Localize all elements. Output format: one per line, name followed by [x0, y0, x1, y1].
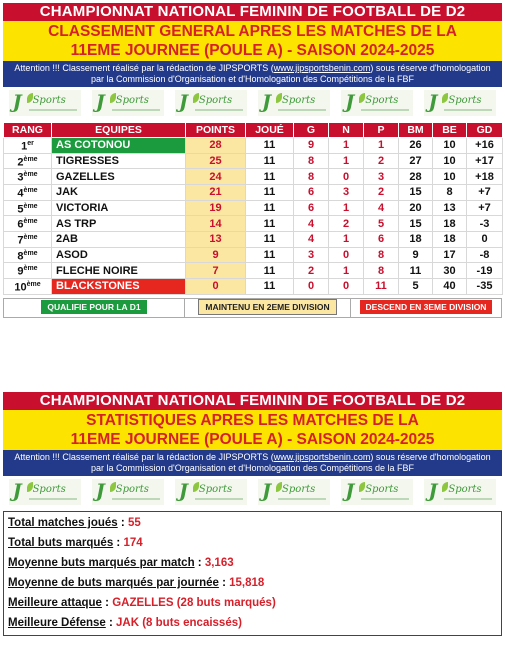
played-cell: 11 [246, 263, 294, 279]
goals-for-cell: 9 [399, 247, 433, 263]
rank-number: 6 [17, 218, 24, 231]
losses-cell: 5 [364, 216, 399, 232]
goal-difference-cell: -3 [467, 216, 503, 232]
jipsports-logo [424, 479, 496, 505]
rank-suffix: ème [26, 280, 41, 288]
losses-cell: 2 [364, 184, 399, 200]
rank-suffix: ème [23, 202, 38, 210]
notice-text-post: ) sous réserve d'homologation par la Commission d'Organisation et d'Homologation des Compétitions de la FBF [90, 63, 491, 84]
column-header: N [329, 123, 364, 138]
column-header: POINTS [186, 123, 246, 138]
logo-mark: J [12, 91, 22, 113]
logo-tagline-bar [195, 109, 243, 111]
logo-mark: J [345, 91, 355, 113]
table-row [4, 263, 503, 279]
draws-cell: 0 [329, 247, 364, 263]
column-header: EQUIPES [52, 123, 186, 138]
standings-panel [3, 3, 502, 318]
goals-for-cell: 15 [399, 216, 433, 232]
rank-number: 2 [17, 156, 24, 169]
rank-cell [4, 153, 52, 169]
losses-cell: 6 [364, 231, 399, 247]
goals-for-cell: 18 [399, 231, 433, 247]
draws-cell: 1 [329, 263, 364, 279]
sponsor-logo-strip [3, 87, 502, 119]
stat-label: Meilleure Défense [8, 617, 106, 629]
sponsor-logo-strip-2 [3, 476, 502, 508]
logo-mark: J [262, 480, 272, 502]
draws-cell: 1 [329, 153, 364, 169]
goal-difference-cell: 0 [467, 231, 503, 247]
logo-mark: J [262, 91, 272, 113]
disclaimer-notice-2 [3, 450, 502, 476]
logo-wordmark: Sports [282, 95, 316, 106]
wins-cell: 0 [294, 278, 329, 294]
rank-cell [4, 200, 52, 216]
played-cell: 11 [246, 278, 294, 294]
logo-tagline-bar [361, 109, 409, 111]
rank-cell [4, 278, 52, 294]
rank-cell [4, 138, 52, 154]
team-cell: FLECHE NOIRE [52, 263, 186, 279]
stat-row: Meilleure Défense : JAK (8 buts encaissés) [8, 617, 242, 629]
team-cell: 2AB [52, 231, 186, 247]
rank-suffix: ème [23, 265, 38, 273]
points-cell: 24 [186, 169, 246, 185]
logo-tagline-bar [278, 498, 326, 500]
column-header: GD [467, 123, 503, 138]
played-cell: 11 [246, 231, 294, 247]
rank-suffix: ème [23, 249, 38, 257]
logo-wordmark: Sports [32, 484, 66, 495]
rank-number: 9 [17, 265, 24, 278]
stat-row: Meilleure attaque : GAZELLES (28 buts marqués) [8, 597, 276, 609]
points-cell: 9 [186, 247, 246, 263]
rank-cell [4, 216, 52, 232]
goals-against-cell: 18 [433, 216, 467, 232]
legend [3, 298, 502, 318]
jipsports-logo [9, 90, 81, 116]
goal-difference-cell: +18 [467, 169, 503, 185]
notice-text-post-2: ) sous réserve d'homologation par la Commission d'Organisation et d'Homologation des Compétitions de la FBF [90, 452, 491, 473]
logo-mark: J [178, 480, 188, 502]
logo-wordmark: Sports [282, 484, 316, 495]
draws-cell: 1 [329, 138, 364, 154]
jipsports-logo [92, 479, 164, 505]
logo-tagline-bar [29, 498, 77, 500]
losses-cell: 8 [364, 263, 399, 279]
goal-difference-cell: +17 [467, 153, 503, 169]
points-cell: 7 [186, 263, 246, 279]
wins-cell: 6 [294, 184, 329, 200]
logo-tagline-bar [112, 498, 160, 500]
stat-value: JAK (8 buts encaissés) [116, 617, 242, 629]
goals-against-cell: 8 [433, 184, 467, 200]
team-cell: GAZELLES [52, 169, 186, 185]
stat-value: 174 [123, 537, 143, 549]
team-cell: JAK [52, 184, 186, 200]
goals-against-cell: 17 [433, 247, 467, 263]
stat-value: GAZELLES (28 buts marqués) [112, 597, 276, 609]
jipsports-logo [424, 90, 496, 116]
points-cell: 19 [186, 200, 246, 216]
stats-subtitle-line-1: STATISTIQUES APRES LES MATCHES DE LA [86, 412, 419, 429]
goals-against-cell: 10 [433, 153, 467, 169]
team-cell: BLACKSTONES [52, 278, 186, 294]
team-cell: VICTORIA [52, 200, 186, 216]
table-row [4, 278, 503, 294]
legend-relegate [351, 299, 501, 317]
rank-cell [4, 247, 52, 263]
championship-title-2: CHAMPIONNAT NATIONAL FEMININ DE FOOTBALL DE D2 [3, 392, 502, 410]
stat-label: Moyenne buts marqués par match [8, 557, 195, 569]
website-link-2[interactable]: www.jipsportsbenin.com [273, 452, 371, 462]
logo-wordmark: Sports [198, 484, 233, 495]
stat-value: 15,818 [229, 577, 265, 589]
goals-for-cell: 15 [399, 184, 433, 200]
rank-number: 4 [17, 187, 24, 200]
website-link[interactable]: www.jipsportsbenin.com [273, 63, 371, 73]
logo-tagline-bar [444, 498, 492, 500]
logo-wordmark: Sports [448, 95, 482, 106]
losses-cell: 3 [364, 169, 399, 185]
logo-wordmark: Sports [448, 484, 482, 495]
rank-cell [4, 263, 52, 279]
draws-cell: 0 [329, 278, 364, 294]
rank-cell [4, 231, 52, 247]
played-cell: 11 [246, 184, 294, 200]
wins-cell: 4 [294, 216, 329, 232]
rank-cell [4, 184, 52, 200]
team-cell: AS COTONOU [52, 138, 186, 154]
rank-suffix: ème [23, 218, 38, 226]
goals-against-cell: 40 [433, 278, 467, 294]
logo-wordmark: Sports [365, 484, 399, 495]
column-header: BM [399, 123, 433, 138]
goals-against-cell: 18 [433, 231, 467, 247]
losses-cell: 2 [364, 153, 399, 169]
column-header: BE [433, 123, 467, 138]
jipsports-logo [92, 90, 164, 116]
rank-number: 7 [17, 234, 24, 247]
jipsports-logo [9, 479, 81, 505]
table-header-row [4, 123, 503, 138]
logo-tagline-bar [361, 498, 409, 500]
statistics-panel [3, 392, 502, 636]
draws-cell: 1 [329, 200, 364, 216]
rank-number: 1 [21, 140, 28, 153]
losses-cell: 11 [364, 278, 399, 294]
table-row [4, 138, 503, 154]
logo-mark: J [178, 91, 188, 113]
logo-wordmark: Sports [115, 95, 149, 106]
losses-cell: 1 [364, 138, 399, 154]
logo-mark: J [345, 480, 355, 502]
played-cell: 11 [246, 216, 294, 232]
stat-value: 55 [127, 517, 141, 529]
rank-number: 10 [14, 281, 27, 294]
goal-difference-cell: -19 [467, 263, 503, 279]
draws-cell: 2 [329, 216, 364, 232]
statistics-subtitle [3, 410, 502, 450]
stat-label: Total matches joués [8, 517, 118, 529]
played-cell: 11 [246, 247, 294, 263]
rank-suffix: ème [23, 186, 38, 194]
team-cell: ASOD [52, 247, 186, 263]
table-row [4, 153, 503, 169]
table-row [4, 184, 503, 200]
notice-text-pre: Attention !!! Classement réalisé par la rédaction de JIPSPORTS ( [14, 63, 274, 73]
wins-cell: 8 [294, 169, 329, 185]
legend-qualify-label: QUALIFIE POUR LA D1 [41, 300, 146, 314]
subtitle-line-2: 11EME JOURNEE (POULE A) - SAISON 2024-2025 [70, 42, 435, 59]
legend-qualify [4, 299, 185, 317]
goals-against-cell: 30 [433, 263, 467, 279]
table-row [4, 247, 503, 263]
rank-suffix: er [27, 140, 34, 147]
jipsports-logo [341, 90, 413, 116]
rank-number: 5 [17, 203, 24, 216]
draws-cell: 0 [329, 169, 364, 185]
logo-tagline-bar [195, 498, 243, 500]
draws-cell: 3 [329, 184, 364, 200]
stat-row: Moyenne buts marqués par match : 3,163 [8, 557, 234, 569]
goal-difference-cell: +7 [467, 184, 503, 200]
stat-row: Moyenne de buts marqués par journée : 15,818 [8, 577, 265, 589]
jipsports-logo [175, 90, 247, 116]
column-header: P [364, 123, 399, 138]
losses-cell: 8 [364, 247, 399, 263]
stat-row: Total matches joués : 55 [8, 517, 141, 529]
logo-mark: J [428, 91, 438, 113]
logo-tagline-bar [29, 109, 77, 111]
legend-relegate-label: DESCEND EN 3EME DIVISION [360, 300, 493, 314]
table-row [4, 231, 503, 247]
notice-text-pre-2: Attention !!! Classement réalisé par la rédaction de JIPSPORTS ( [14, 452, 274, 462]
points-cell: 14 [186, 216, 246, 232]
goals-for-cell: 20 [399, 200, 433, 216]
wins-cell: 2 [294, 263, 329, 279]
logo-mark: J [95, 480, 105, 502]
table-row [4, 216, 503, 232]
played-cell: 11 [246, 200, 294, 216]
team-cell: AS TRP [52, 216, 186, 232]
goal-difference-cell: -8 [467, 247, 503, 263]
logo-wordmark: Sports [198, 95, 233, 106]
goal-difference-cell: -35 [467, 278, 503, 294]
team-cell: TIGRESSES [52, 153, 186, 169]
logo-tagline-bar [112, 109, 160, 111]
rank-suffix: ème [23, 171, 38, 179]
goals-against-cell: 10 [433, 138, 467, 154]
subtitle-line-1: CLASSEMENT GENERAL APRES LES MATCHES DE LA [48, 23, 457, 40]
logo-mark: J [12, 480, 22, 502]
logo-wordmark: Sports [32, 95, 66, 106]
table-row [4, 169, 503, 185]
logo-wordmark: Sports [115, 484, 149, 495]
played-cell: 11 [246, 138, 294, 154]
legend-maintain [185, 299, 351, 317]
jipsports-logo [258, 479, 330, 505]
jipsports-logo [175, 479, 247, 505]
rank-number: 8 [17, 250, 24, 263]
played-cell: 11 [246, 169, 294, 185]
logo-tagline-bar [444, 109, 492, 111]
championship-title: CHAMPIONNAT NATIONAL FEMININ DE FOOTBALL DE D2 [3, 3, 502, 21]
logo-mark: J [428, 480, 438, 502]
standings-subtitle [3, 21, 502, 61]
stat-label: Meilleure attaque [8, 597, 102, 609]
wins-cell: 3 [294, 247, 329, 263]
stat-row: Total buts marqués : 174 [8, 537, 143, 549]
points-cell: 13 [186, 231, 246, 247]
logo-mark: J [95, 91, 105, 113]
goals-against-cell: 10 [433, 169, 467, 185]
rank-number: 3 [17, 171, 24, 184]
goals-for-cell: 26 [399, 138, 433, 154]
table-row [4, 200, 503, 216]
goals-for-cell: 5 [399, 278, 433, 294]
column-header: RANG [4, 123, 52, 138]
stat-value: 3,163 [204, 557, 234, 569]
points-cell: 28 [186, 138, 246, 154]
statistics-list [3, 511, 502, 636]
stat-label: Moyenne de buts marqués par journée [8, 577, 219, 589]
jipsports-logo [341, 479, 413, 505]
legend-maintain-label: MAINTENU EN 2EME DIVISION [198, 299, 336, 315]
losses-cell: 4 [364, 200, 399, 216]
goals-against-cell: 13 [433, 200, 467, 216]
logo-wordmark: Sports [365, 95, 399, 106]
rank-suffix: ème [23, 155, 38, 163]
wins-cell: 4 [294, 231, 329, 247]
stat-label: Total buts marqués [8, 537, 114, 549]
stats-subtitle-line-2: 11EME JOURNEE (POULE A) - SAISON 2024-2025 [70, 431, 435, 448]
wins-cell: 9 [294, 138, 329, 154]
wins-cell: 6 [294, 200, 329, 216]
column-header: G [294, 123, 329, 138]
points-cell: 21 [186, 184, 246, 200]
column-header: JOUÉ [246, 123, 294, 138]
played-cell: 11 [246, 153, 294, 169]
goal-difference-cell: +16 [467, 138, 503, 154]
goals-for-cell: 11 [399, 263, 433, 279]
logo-tagline-bar [278, 109, 326, 111]
disclaimer-notice [3, 61, 502, 87]
goal-difference-cell: +7 [467, 200, 503, 216]
wins-cell: 8 [294, 153, 329, 169]
rank-suffix: ème [23, 233, 38, 241]
goals-for-cell: 28 [399, 169, 433, 185]
draws-cell: 1 [329, 231, 364, 247]
goals-for-cell: 27 [399, 153, 433, 169]
rank-cell [4, 169, 52, 185]
standings-table [3, 122, 503, 295]
points-cell: 0 [186, 278, 246, 294]
jipsports-logo [258, 90, 330, 116]
points-cell: 25 [186, 153, 246, 169]
